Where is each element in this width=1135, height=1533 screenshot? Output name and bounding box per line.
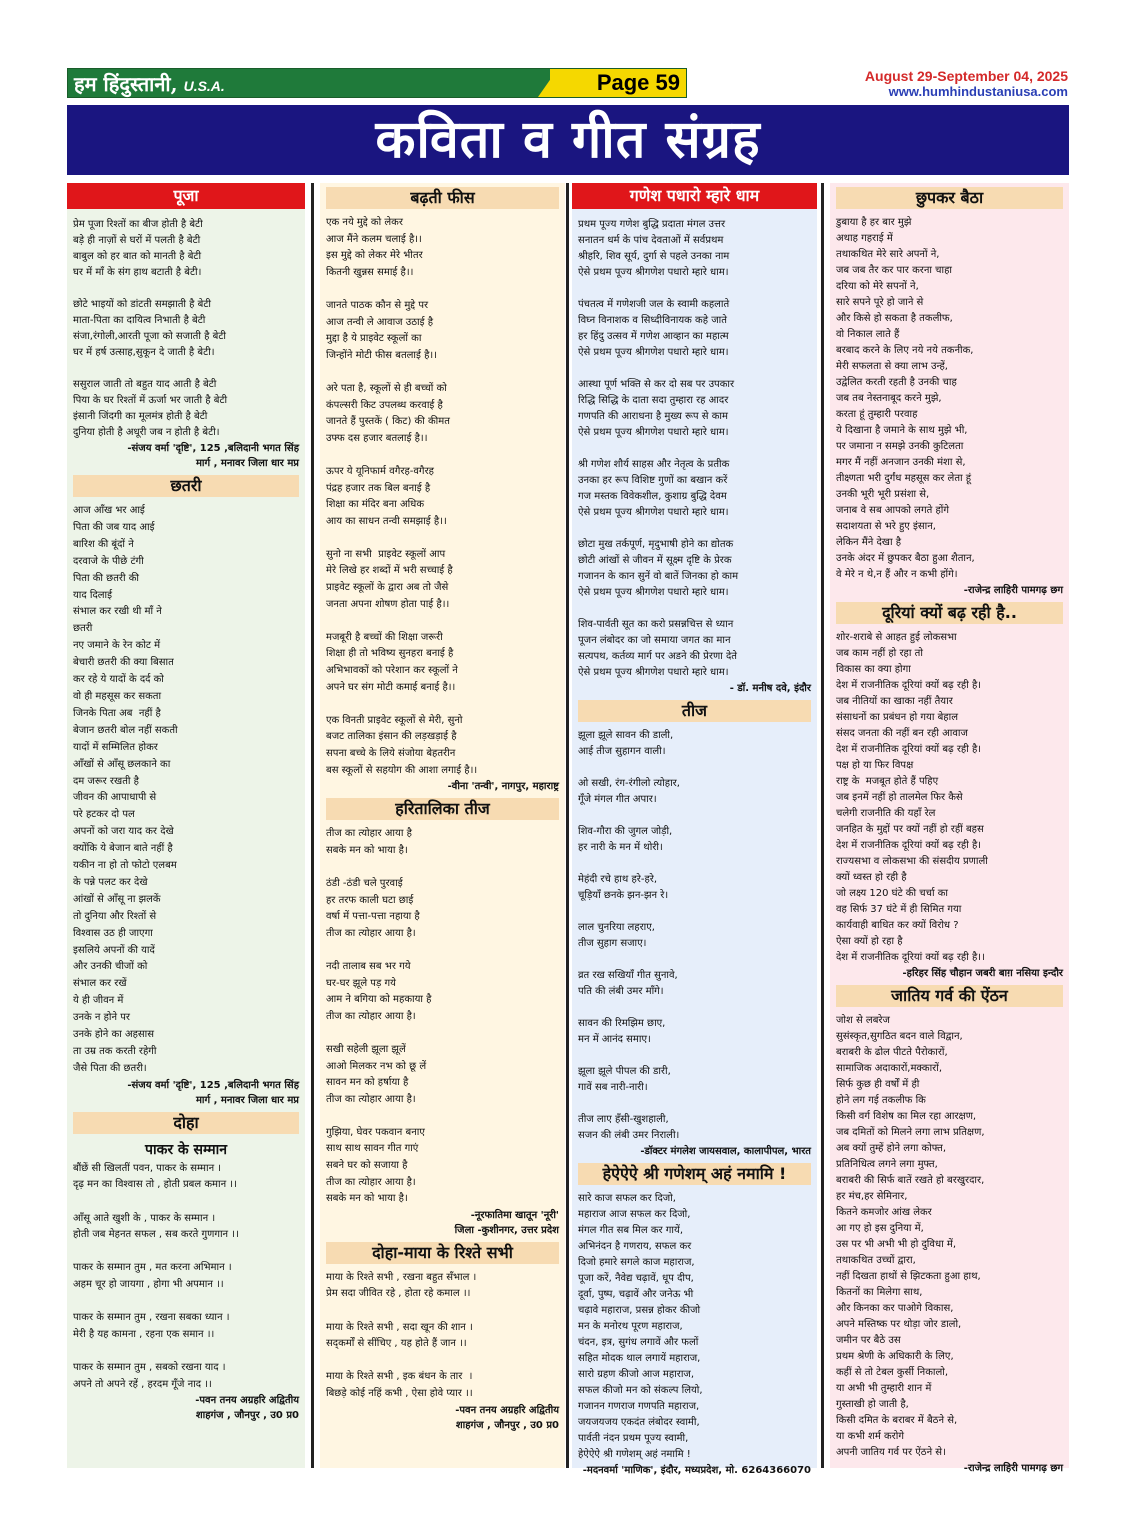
poem-body: बौंछें सी खिलतीं पवन, पाकर के सम्मान । दृढ़ मन का विश्वास तो , होती प्रबल कमान ।। आँसू आते खुशी के , पाकर के सम्मान । होती जब मेहनत सफल , सब करते गुणगान ।। पाकर के सम्मान तुम , मत करना अभिमान । अहम चूर हो जायगा , होगा भी अपमान ।। पाकर के सम्मान तुम , रखना सबका ध्यान । मेरी है यह कामना , रहना एक समान ।। पाकर के सम्मान तुम , सबको रखना याद । अपने तो अपने रहें , हरदम गूँजे नाद ।।: [73, 1162, 239, 1390]
column-divider: [566, 183, 569, 1468]
poem-body: प्रेम पूजा रिश्तों का बीज होती है बेटी बड़े ही नाज़ों से घरों में पलती है बेटी बाबुल को हर बात को मानती है बेटी घर में माँ के संग हाथ बटाती है बेटी। छोटे भाइयों को डांटती समझाती है बेटी माता-पिता का दायित्व निभाती है बेटी संजा,रंगोली,आरती पूजा को सजाती है बेटी घर में हर्ष उत्साह,सुकून दे जाती है बेटी। ससुराल जाती तो बहुत याद आती है बेटी पिया के घर रिश्तों में ऊर्जा भर जाती है बेटी इंसानी जिंदगी का मूलमंत्र होती है बेटी दुनिया होती है अधूरी जब न होती है बेटी।: [73, 219, 228, 438]
poem-author: -डॉक्टर मंगलेश जायसवाल, कालापीपल, भारत: [640, 1146, 811, 1157]
poem-author: -हरिहर सिंह चौहान जबरी बाग़ नसिया इन्दौर: [902, 968, 1063, 979]
poem-author: -पवन तनय अग्रहरि अद्वितीय शाहगंज , जौनपुर , उ0 प्र0: [455, 1404, 559, 1431]
poem-author: -वीना 'तन्वी', नागपुर, महाराष्ट्र: [447, 781, 559, 793]
poem-title: दूरियां क्यों बढ़ रही है..: [836, 602, 1063, 624]
column-divider: [311, 183, 314, 1468]
poem-title: हेऐऐऐ श्री गणेशम् अहं नमामि !: [578, 1163, 811, 1185]
poem-body: जोश से लबरेज सुसंस्कृत,सुगठित बदन वाले विद्वान, बराबरी के ढोल पीटते पैरोकारों, सामाजिक अदाकारों,मक्कारों, सिर्फ कुछ ही वर्षों में ही होने लग गई तकलीफ कि किसी वर्ग विशेष का मिल रहा आरक्षण, जब दमितों को मिलने लगा लाभ प्रतिक्षण, अब क्यों तुम्हें होने लगा कोफ्त, प्रतिनिधित्व लगने लगा मुफ्त, बराबरी की सिर्फ बातें रखते हो बरखुरदार, हर मंच,हर सेमिनार, कितने कमजोर आंख लेकर आ गए हो इस दुनिया में, उस पर भी अभी भी हो दुविधा में, तथाकथित उच्चों द्वारा, नहीं दिखता हाथों से झिटकता हुआ हाथ, कितनों का मिलेगा साथ, और किनका कर पाओगे विकास, अपने मस्तिष्क पर थोड़ा जोर डालो, जमीन पर बैठे उस प्रथम श्रेणी के अधिकारी के लिए, कहीं से तो टेबल कुर्सी निकालो, या अभी भी तुम्हारी शान में गुस्ताखी हो जाती है, किसी दमित के बराबर में बैठने से, या कभी शर्म करोगे अपनी जातिय गर्व पर ऐंठने से।: [836, 1015, 985, 1458]
brand-title: हम हिंदुस्तानी,: [74, 72, 178, 96]
poem-title: पूजा: [67, 183, 305, 209]
poem-author: - डॉ. मनीष दवे, इंदौर: [729, 683, 811, 694]
poem-author: -मदनवर्मा 'माणिक', इंदौर, मध्यप्रदेश, मो. 6264366070: [582, 1465, 811, 1476]
column-1: [67, 183, 305, 1468]
masthead-divider: [538, 69, 598, 97]
poem-body: डुबाया है हर बार मुझे अथाह गहराई में तथाकथित मेरे सारे अपनों ने, जब जब तैर कर पार करना चाहा दरिया को मेरे सपनों ने, सारे सपने पूरे हो जाने से और किसे हो सकता है तकलीफ, वो निकाल लाते हैं बरबाद करने के लिए नये नये तकनीक, मेरी सफलता से क्या लाभ उन्हें, उद्वेलित करती रहती है उनकी चाह जब तब नेस्तनाबूद करने मुझे, करता हूं तुम्हारी परवाह ये दिखाना है जमाने के साथ मुझे भी, पर जमाना न समझे उनकी कुटिलता मगर मैं नहीं अनजान उनकी मंशा से, तीक्ष्णता भरी दुर्गंध महसूस कर लेता हूं उनकी भूरी भूरी प्रसंशा से, जनाब वे सब आपको लगते होंगे सदाशयता से भरे हुए इंसान, लेकिन मैंने देखा है उनके अंदर में छुपकर बैठा हुआ शैतान, वे मेरे न थे,न हैं और न कभी होंगे।: [836, 217, 975, 580]
poem-body: झूला झूले सावन की डाली, आई तीज सुहागन वाली। ओ सखी, रंग-रंगीलो त्योहार, गूँजे मंगल गीत अपार। शिव-गौरा की जुगल जोड़ी, हर नारी के मन में थोरी। मेहंदी रचे हाथ हरे-हरे, चूड़ियाँ छनके झन-झन रे। लाल चुनरिया लहराए, तीज सुहाग सजाए। व्रत रख सखियाँ गीत सुनावे, पति की लंबी उमर माँगे। सावन की रिमझिम छाए, मन में आनंद समाए। झूला झूले पीपल की डारी, गावें सब नारी-नारी। तीज लाए हँसी-खुशहाली, सजन की लंबी उमर निराली।: [578, 730, 680, 1141]
poem-subtitle: पाकर के सम्मान: [145, 1141, 227, 1158]
column-4: [830, 183, 1069, 1474]
poem-author: -राजेन्द्र लाहिरी पामगढ़ छग: [963, 1463, 1063, 1474]
poem-title: दोहा: [73, 1112, 299, 1134]
poem-body: तीज का त्योहार आया है सबके मन को भाया है। ठंडी -ठंडी चले पुरवाई हर तरफ काली घटा छाई वर्षा में पत्ता-पत्ता नहाया है तीज का त्योहार आया है। नदी तालाब सब भर गये घर-घर झूले पड़ गये आम ने बगिया को महकाया है तीज का त्योहार आया है। सखी सहेली झूला झूलें आओ मिलकर नभ को छू लें सावन मन को हर्षाया है तीज का त्योहार आया है। गुझिया, घेवर पकवान बनाए साथ साथ सावन गीत गाएं सबने घर को सजाया है तीज का त्योहार आया है। सबके मन को भाया है।: [326, 828, 432, 1205]
poem-title: हरितालिका तीज: [326, 798, 559, 820]
column-2: [320, 183, 565, 1468]
page-number: Page 59: [596, 70, 680, 95]
poem-author: -पवन तनय अग्रहरि अद्वितीय शाहगंज , जौनपुर , उ0 प्र0: [195, 1395, 299, 1422]
poem-author: -राजेन्द्र लाहिरी पामगढ़ छग: [963, 585, 1063, 596]
poem-body: सारे काज सफल कर दिजो, महाराज आज सफल कर दिजो, मंगल गीत सब मिल कर गायें, अभिनंदन है गणराय, सफल कर दिजो हमारे सगले काज महाराज, पूजा करें, नैवेद्य चढ़ावें, धूप दीप, दूर्वा, पुष्प, चढ़ावें और जनेऊ भी चढ़ावे महाराज, प्रसन्न होकर कीजो मन के मनोरथ पूरण महाराज, चंदन, इत्र, सुगंध लगावें और फलों सहित मोदक थाल लगायें महाराज, सारो ग्रहण कीजो आज महाराज, सफल कीजो मन को संकल्प लियो, गजानन गणराज गणपति महाराज, जयजयजय एकदंत लंबोदर स्वामी, पार्वती नंदन प्रथम पूज्य स्वामी, हेऐऐऐ श्री गणेशम् अहं नमामि !: [578, 1193, 703, 1460]
poem-body: एक नये मुद्दे को लेकर आज मैंने कलम चलाई है।। इस मुद्दे को लेकर मेरे भीतर कितनी खुन्नस समाई है।। जानते पाठक कौन से मुद्दे पर आज तन्वी ले आवाज उठाई है मुद्दा है ये प्राइवेट स्कूलों का जिन्होंने मोटी फीस बतलाई है।। अरे पता है, स्कूलों से ही बच्चों को कंपल्सरी किट उपलब्ध करवाई है जानते हैं पुस्तकें ( किट) की कीमत उफ्फ दस हजार बतलाई है।। ऊपर ये यूनिफार्म वगैरह-वगैरह पंद्रह हजार तक बिल बनाई है शिक्षा का मंदिर बना अधिक आय का साधन तन्वी समझाई है।। सुनो ना सभी प्राइवेट स्कूलों आप मेरे लिखे हर शब्दों में भरी सच्चाई है प्राइवेट स्कूलों के द्वारा अब तो जैसे जनता अपना शोषण होता पाई है।। मजबूरी है बच्चों की शिक्षा जरूरी शिक्षा ही तो भविष्य सुनहरा बनाई है अभिभावकों को परेशान कर स्कूलों ने अपने घर संग मोटी कमाई बनाई है।। एक विनती प्राइवेट स्कूलों से मेरी, सुनो बजट तालिका इंसान की लड़खड़ाई है सपना बच्चे के लिये संजोया बेहतरीन बस स्कूलों से सहयोग की आशा लगाई है।।: [326, 217, 478, 776]
poem-title: छतरी: [73, 475, 299, 497]
poem-body: शोर-शराबे से आहत हुई लोकसभा जब काम नहीं हो रहा तो विकास का क्या होगा देश में राजनीतिक दूरियां क्यों बढ़ रही है। जब नीतियों का खाका नहीं तैयार संसाधनों का प्रबंधन हो गया बेहाल संसद जनता की नहीं बन रही आवाज देश में राजनीतिक दूरियां क्यों बढ़ रही है। पक्ष हो या फिर विपक्ष राष्ट्र के मजबूत होते हैं पहिए जब इनमें नहीं हो तालमेल फिर कैसे चलेगी राजनीति की यहाँ रेल जनहित के मुद्दों पर क्यों नहीं हो रहीं बहस देश में राजनीतिक दूरियां क्यों बढ़ रही है। राज्यसभा व लोकसभा की संसदीय प्रणाली क्यों ध्वस्त हो रही है जो लक्ष्य 120 घंटे की चर्चा का वह सिर्फ 37 घंटे में ही सिमित गया कार्यवाही बाधित कर क्यों विरोध ? ऐसा क्यों हो रहा है देश में राजनीतिक दूरियां क्यों बढ़ रही है।।: [836, 632, 988, 963]
poem-title: बढ़ती फीस: [326, 187, 559, 209]
poem-body: आज आँख भर आई पिता की जब याद आई बारिश की बूंदों ने दरवाजे के पीछे टंगी पिता की छतरी की याद दिलाई संभाल कर रखी थी माँ ने छतरी नए जमाने के रेन कोट में बेचारी छतरी की क्या बिसात कर रहे ये यादों के दर्द को वो ही महसूस कर सकता जिनके पिता अब नहीं है बेजान छतरी बोल नहीं सकती यादों में सम्मिलित होकर आँखों से आँसू छलकाने का दम जरूर रखती है जीवन की आपाधापी से परे हटकर दो पल अपनों को जरा याद कर देखे क्योंकि ये बेजान बाते नहीं है यकीन ना हो तो फोटो एलबम के पन्ने पलट कर देखे आंखों से आँसू ना झलकें तो दुनिया और रिश्तों से विश्वास उठ ही जाएगा इसलिये अपनों की यादें और उनकी चीजों को संभाल कर रखें ये ही जीवन में उनके न होने पर उनके होने का अहसास ता उम्र तक करती रहेगी जैसे पिता की छतरी।: [73, 505, 178, 1074]
poem-title: छुपकर बैठा: [836, 187, 1063, 209]
poem-body: माया के रिश्ते सभी , रखना बहुत सँभाल । प्रेम सदा जीवित रहे , होता रहे कमाल ।। माया के रिश्ते सभी , सदा खून की शान । सद्कर्मों से सींचिए , यह होते हैं जान ।। माया के रिश्ते सभी , इक बंधन के तार । बिछड़े कोई नहिं कभी , ऐसा होवे प्यार ।।: [326, 1271, 477, 1399]
poem-author: -नूरफातिमा खातून 'नूरी' जिला -कुशीनगर, उत्तर प्रदेश: [454, 1209, 559, 1236]
issue-dates: August 29-September 04, 2025: [864, 68, 1068, 84]
poem-author: -संजय वर्मा 'दृष्टि', 125 ,बलिदानी भगत सिंह मार्ग , मनावर जिला धार मप्र: [127, 1079, 299, 1106]
banner-title: कविता व गीत संग्रह: [375, 110, 761, 170]
website-link[interactable]: www.humhindustaniusa.com: [888, 84, 1068, 99]
column-divider: [821, 183, 824, 1468]
column-3: [572, 183, 817, 1476]
poem-title: गणेश पधारो म्हारे धाम: [572, 183, 817, 209]
poem-author: -संजय वर्मा 'दृष्टि', 125 ,बलिदानी भगत सिंह मार्ग , मनावर जिला धार मप्र: [127, 443, 299, 469]
poem-body: प्रथम पूज्य गणेश बुद्धि प्रदाता मंगल उत्तर सनातन धर्म के पांच देवताओं में सर्वप्रथम श्रीहरि, शिव सूर्य, दुर्गा से पहले उनका नाम ऐसे प्रथम पूज्य श्रीगणेश पधारो म्हारे धाम। पंचतत्व में गणेशजी जल के स्वामी कहलाते विघ्न विनाशक व सिध्दीविनायक कहे जाते हर हिंदु उत्सव में गणेश आव्हान का महात्म ऐसे प्रथम पूज्य श्रीगणेश पधारो म्हारे धाम। आस्था पूर्ण भक्ति से कर दो सब पर उपकार रिद्धि सिद्धि के दाता सदा तुम्हारा रह आदर गणपति की आराधना है मुख्य रूप से काम ऐसे प्रथम पूज्य श्रीगणेश पधारो म्हारे धाम। श्री गणेश शौर्य साहस और नेतृत्व के प्रतीक उनका हर रूप विशिष्ट गुणों का बखान करें गज मस्तक विवेकशील, कुशाग्र बुद्धि देवम ऐसे प्रथम पूज्य श्रीगणेश पधारो म्हारे धाम। छोटा मुख तर्कपूर्ण, मृदुभाषी होने का द्योतक छोटी आंखों से जीवन में सूक्ष्म दृष्टि के प्रेरक गजानन के कान सुनें वो बातें जिनका हो काम ऐसे प्रथम पूज्य श्रीगणेश पधारो म्हारे धाम। शिव-पार्वती सूत का करो प्रसन्नचित्त से ध्यान पूजन लंबोदर का जो समाया जगत का मान सत्यपथ, कर्तव्य मार्ग पर अडने की प्रेरणा देते ऐसे प्रथम पूज्य श्रीगणेश पधारो म्हारे धाम।: [578, 219, 739, 678]
brand-usa: U.S.A.: [183, 78, 225, 94]
poem-title: तीज: [578, 700, 811, 722]
poem-title: जातिय गर्व की ऐंठन: [836, 985, 1063, 1007]
masthead: [67, 68, 687, 98]
brand-name: [74, 71, 225, 97]
poem-title: दोहा-माया के रिश्ते सभी: [326, 1242, 559, 1264]
section-banner: [67, 105, 1069, 175]
